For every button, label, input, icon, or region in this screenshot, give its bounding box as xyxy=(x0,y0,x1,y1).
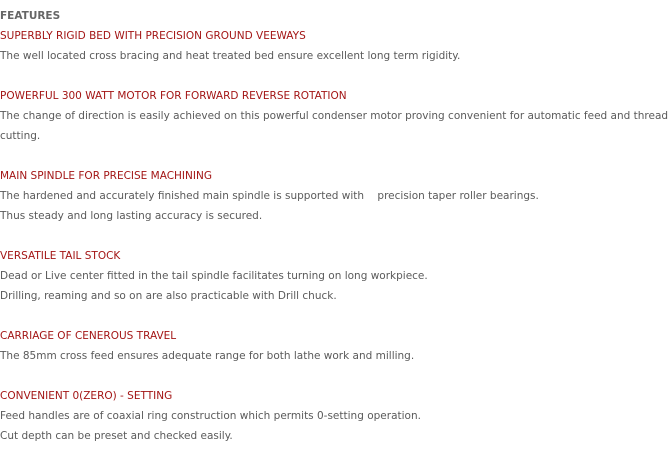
feature-description-line: The well located cross bracing and heat treated bed ensure excellent long term rigidity. xyxy=(0,50,461,62)
feature-description-line: Drilling, reaming and so on are also practicable with Drill chuck. xyxy=(0,290,337,302)
feature-section xyxy=(0,326,600,366)
feature-section xyxy=(0,86,668,146)
feature-description-line: Feed handles are of coaxial ring construction which permits 0-setting operation. xyxy=(0,410,421,422)
feature-section xyxy=(0,166,600,226)
page-title: FEATURES xyxy=(0,10,61,22)
feature-section xyxy=(0,246,600,306)
feature-description-line: The 85mm cross feed ensures adequate range for both lathe work and milling. xyxy=(0,350,415,362)
feature-description-line: Dead or Live center fitted in the tail spindle facilitates turning on long workpiece. xyxy=(0,270,428,282)
feature-heading: MAIN SPINDLE FOR PRECISE MACHINING xyxy=(0,170,212,182)
feature-section xyxy=(0,386,600,446)
feature-description-line: The change of direction is easily achieved on this powerful condenser motor proving convenient for automatic feed and thread xyxy=(0,110,668,122)
feature-description-line: Cut depth can be preset and checked easily. xyxy=(0,430,233,442)
feature-heading: CARRIAGE OF CENEROUS TRAVEL xyxy=(0,330,177,342)
feature-heading: VERSATILE TAIL STOCK xyxy=(0,250,121,262)
feature-heading: POWERFUL 300 WATT MOTOR FOR FORWARD REVERSE ROTATION xyxy=(0,90,347,102)
feature-section xyxy=(0,26,600,66)
feature-description-line: Thus steady and long lasting accuracy is secured. xyxy=(0,210,263,222)
feature-heading: CONVENIENT 0(ZERO) - SETTING xyxy=(0,390,173,402)
feature-heading: SUPERBLY RIGID BED WITH PRECISION GROUND VEEWAYS xyxy=(0,30,306,42)
feature-description-line: The hardened and accurately finished main spindle is supported with precision taper roller bearings. xyxy=(0,190,539,202)
feature-description-line: cutting. xyxy=(0,130,41,142)
